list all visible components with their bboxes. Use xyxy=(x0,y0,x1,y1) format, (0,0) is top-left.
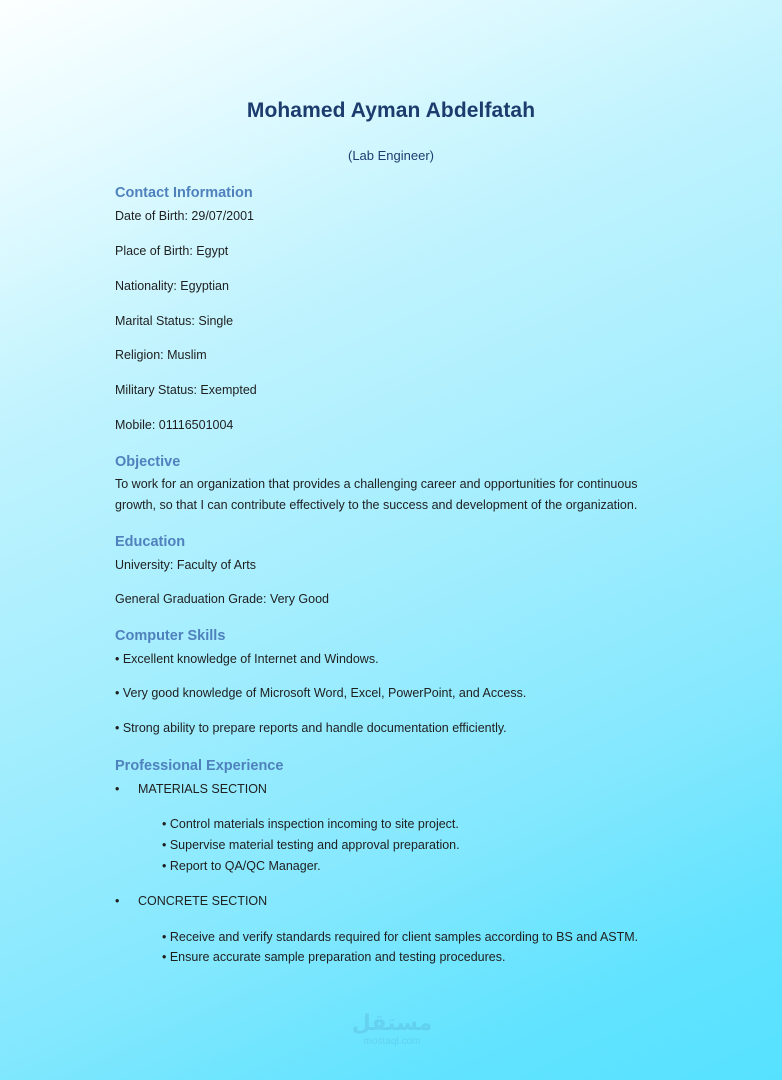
objective-heading: Objective xyxy=(115,454,181,470)
skills-heading: Computer Skills xyxy=(115,628,226,644)
skill-item: • Strong ability to prepare reports and handle documentation efficiently. xyxy=(115,721,507,735)
contact-military-status: Military Status: Exempted xyxy=(115,383,257,397)
skill-item: • Excellent knowledge of Internet and Windows. xyxy=(115,652,379,666)
contact-mobile: Mobile: 01116501004 xyxy=(115,418,234,432)
experience-section-materials xyxy=(115,782,267,796)
education-grade: General Graduation Grade: Very Good xyxy=(115,592,330,606)
education-heading: Education xyxy=(115,534,186,550)
experience-section-title: MATERIALS SECTION xyxy=(138,782,267,796)
watermark-url: mostaql.com xyxy=(363,1036,421,1047)
skill-item: • Very good knowledge of Microsoft Word, Excel, PowerPoint, and Access. xyxy=(115,686,527,700)
mostaql-watermark xyxy=(342,1012,442,1048)
contact-religion: Religion: Muslim xyxy=(115,348,207,362)
experience-item: • Control materials inspection incoming to site project. xyxy=(162,817,459,831)
contact-heading: Contact Information xyxy=(115,185,253,201)
experience-item: • Ensure accurate sample preparation and testing procedures. xyxy=(162,950,506,964)
candidate-role: (Lab Engineer) xyxy=(348,148,434,163)
contact-place-of-birth: Place of Birth: Egypt xyxy=(115,244,229,258)
contact-marital-status: Marital Status: Single xyxy=(115,314,234,328)
objective-text: To work for an organization that provides a challenging career and opportunities for continuous growth, so that I can contribute effectively to the success and development of the organization. xyxy=(115,477,638,512)
experience-item: • Report to QA/QC Manager. xyxy=(162,859,321,873)
bullet-icon: • xyxy=(115,782,120,796)
experience-item: • Receive and verify standards required for client samples according to BS and ASTM. xyxy=(162,930,639,944)
bullet-icon: • xyxy=(115,894,120,908)
contact-nationality: Nationality: Egyptian xyxy=(115,279,229,293)
education-university: University: Faculty of Arts xyxy=(115,558,257,572)
experience-section-title: CONCRETE SECTION xyxy=(138,894,268,908)
candidate-name: Mohamed Ayman Abdelfatah xyxy=(246,99,536,122)
experience-section-concrete xyxy=(115,894,267,908)
experience-heading: Professional Experience xyxy=(115,758,284,774)
watermark-arabic-logo: مستقل xyxy=(351,1011,433,1036)
contact-date-of-birth: Date of Birth: 29/07/2001 xyxy=(115,209,254,223)
experience-item: • Supervise material testing and approval preparation. xyxy=(162,838,460,852)
